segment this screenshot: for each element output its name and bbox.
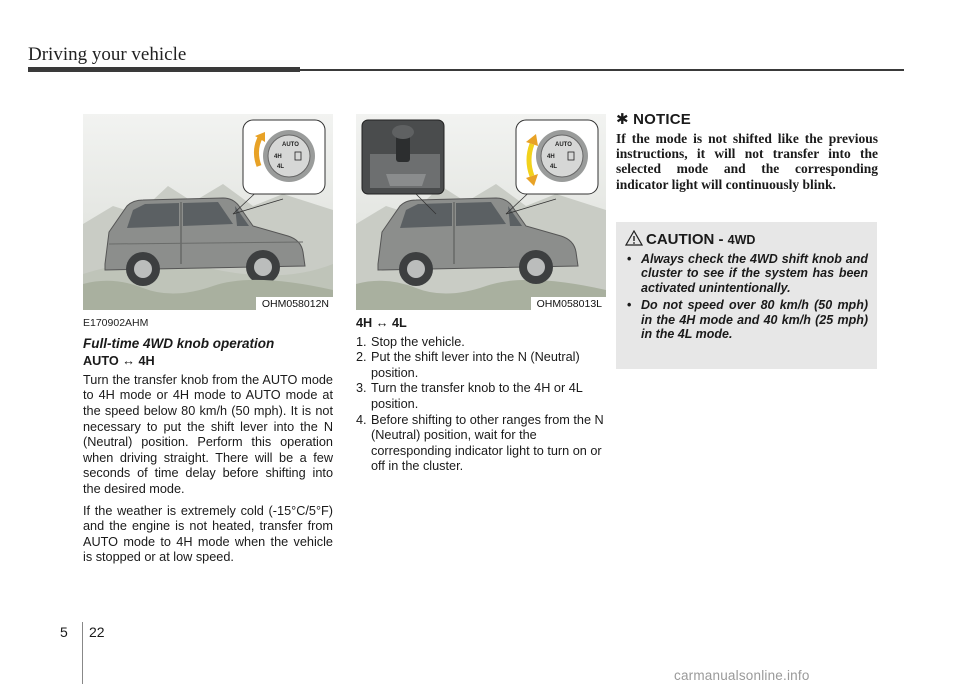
caution-list (624, 252, 868, 344)
left-column (83, 316, 333, 572)
list-item: • Do not speed over 80 km/h (50 mph) in the 4H mode and 40 km/h (25 mph) in the 4L mode. (627, 298, 868, 342)
caution-title-text: CAUTION - (646, 231, 728, 248)
figure-knob-suv (83, 114, 333, 310)
knob-label-4l: 4L (277, 164, 285, 170)
step-text: Before shifting to other ranges from the N (Neutral) position, wait for the corresponding indicator light to turn on or off in the cluster. (371, 412, 604, 474)
knob-label-4l: 4L (550, 164, 558, 170)
notice-body: If the mode is not shifted like the previous instructions, it will not transfer into the selected mode and the corresponding indicator light will continuously blink. (616, 130, 878, 192)
paragraph: If the weather is extremely cold (-15°C/5°F) and the engine is not heated, transfer from AUTO mode to 4H mode when the vehicle is stopped or at low speed. (83, 503, 333, 565)
step-text: Turn the transfer knob to the 4H or 4L position. (371, 381, 583, 411)
list-item (356, 350, 606, 381)
warning-triangle-icon (625, 230, 643, 246)
figure-label: OHM058012N (256, 297, 333, 310)
step-number: 1. (356, 334, 367, 349)
step-text: Stop the vehicle. (371, 334, 465, 349)
knob-label-4h: 4H (274, 154, 282, 160)
mode-heading-auto-4h: AUTO ↔ 4H (83, 354, 155, 369)
notice-title: ✱ NOTICE (616, 111, 692, 128)
list-item: • Always check the 4WD shift knob and cluster to see if the system has been activated unintentionally. (627, 252, 868, 295)
step-number: 3. (356, 381, 367, 396)
step-text: Put the shift lever into the N (Neutral) position. (371, 350, 580, 380)
section-code: E170902AHM (83, 317, 149, 329)
figure-shift-knob-suv (356, 114, 606, 310)
step-number: 4. (356, 412, 367, 427)
suv-shift-illustration (356, 114, 606, 310)
knob-label-auto: AUTO (555, 142, 572, 148)
figure-label: OHM058013L (531, 297, 606, 310)
page-section-number: 5 (60, 624, 68, 640)
header-rule-thick (28, 67, 300, 72)
mode-heading-4h-4l: 4H ↔ 4L (356, 316, 407, 330)
header-rule-thin (300, 69, 904, 71)
caution-title (646, 231, 755, 248)
suv-illustration (83, 114, 333, 310)
caution-text: Do not speed over 80 km/h (50 mph) in the 4H mode and 40 km/h (25 mph) in the 4L mode. (641, 298, 868, 342)
list-item (356, 335, 606, 351)
caution-title-suffix: 4WD (727, 233, 756, 247)
footer-rule (82, 622, 83, 684)
list-item (356, 381, 606, 412)
subheading: Full-time 4WD knob operation (83, 335, 275, 351)
list-item (356, 413, 606, 475)
step-number: 2. (356, 350, 367, 365)
caution-text: Always check the 4WD shift knob and cluster to see if the system has been activated unintentionally. (641, 252, 868, 295)
middle-column (356, 316, 606, 475)
watermark: carmanualsonline.info (674, 668, 810, 683)
knob-label-auto: AUTO (282, 142, 299, 148)
header-section-title: Driving your vehicle (28, 44, 187, 65)
steps-list (356, 335, 606, 475)
page-number: 22 (89, 624, 105, 640)
notice-section (616, 112, 878, 192)
caution-box (616, 222, 877, 369)
paragraph: Turn the transfer knob from the AUTO mode to 4H mode or 4H mode to AUTO mode at the speed below 80 km/h (50 mph). It is not necessary to put the shift lever into the N (Neutral) position. Perform this operation when driving straight. There will be a few seconds of time delay before shifting into the desired mode. (83, 372, 333, 496)
knob-label-4h: 4H (547, 154, 555, 160)
